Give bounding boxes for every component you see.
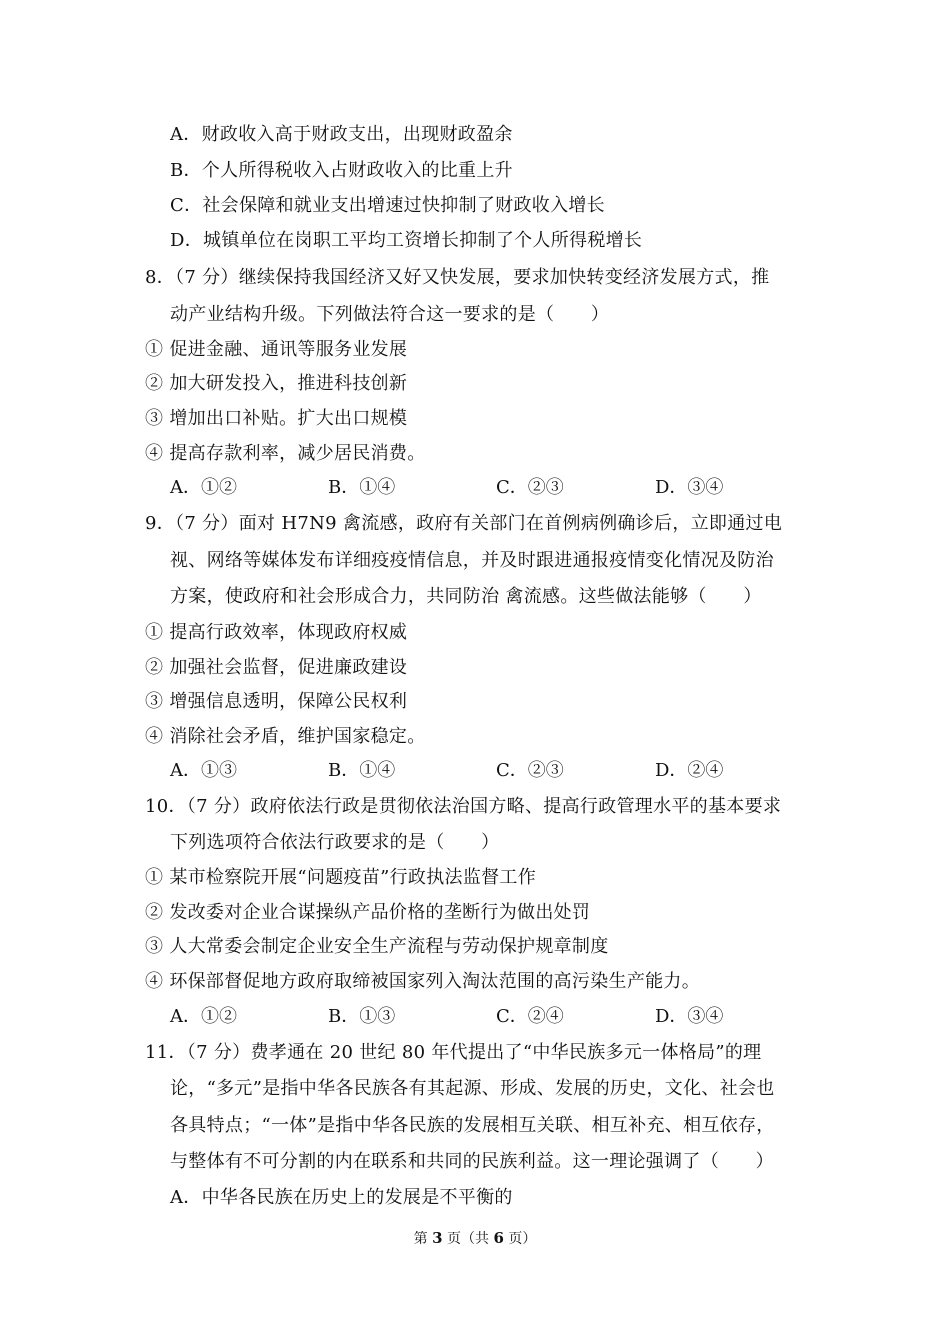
- q8-stem-line-1: 8．（7 分）继续保持我国经济又好又快发展，要求加快转变经济发展方式，推: [145, 267, 770, 288]
- q9-item-3: ③ 增强信息透明，保障公民权利: [145, 691, 408, 712]
- q10-choice-d: D．③④: [655, 1006, 724, 1027]
- q10-item-1: ① 某市检察院开展“问题疫苗”行政执法监督工作: [145, 867, 537, 888]
- q9-choice-d: D．②④: [655, 760, 724, 781]
- q8-choice-c: C．②③: [496, 477, 564, 498]
- q8-item-1: ① 促进金融、通讯等服务业发展: [145, 339, 408, 360]
- q11-stem-line-2: 论，“多元”是指中华各民族各有其起源、形成、发展的历史，文化、社会也: [170, 1078, 775, 1099]
- q9-choice-c: C．②③: [496, 760, 564, 781]
- q11-stem-line-4: 与整体有不可分割的内在联系和共同的民族利益。这一理论强调了（ ）: [170, 1151, 774, 1172]
- total-page-number: 6: [493, 1229, 504, 1247]
- q9-item-1: ① 提高行政效率，体现政府权威: [145, 622, 408, 643]
- q11-option-a: A．中华各民族在历史上的发展是不平衡的: [170, 1187, 513, 1208]
- q7-option-c: C．社会保障和就业支出增速过快抑制了财政收入增长: [170, 195, 605, 216]
- footer-suffix: 页）: [503, 1231, 537, 1247]
- q9-choice-a: A．①③: [170, 760, 237, 781]
- q10-item-2: ② 发改委对企业合谋操纵产品价格的垄断行为做出处罚: [145, 902, 591, 923]
- q10-choice-c: C．②④: [496, 1006, 564, 1027]
- footer-middle: 页（共: [442, 1231, 494, 1247]
- q8-item-3: ③ 增加出口补贴。扩大出口规模: [145, 408, 408, 429]
- q10-stem-line-2: 下列选项符合依法行政要求的是（ ）: [170, 832, 500, 853]
- q8-choice-d: D．③④: [655, 477, 724, 498]
- q8-stem-line-2: 动产业结构升级。下列做法符合这一要求的是（ ）: [170, 304, 610, 325]
- q7-option-d: D．城镇单位在岗职工平均工资增长抑制了个人所得税增长: [170, 230, 643, 251]
- q10-item-3: ③ 人大常委会制定企业安全生产流程与劳动保护规章制度: [145, 936, 609, 957]
- q10-stem-line-1: 10．（7 分）政府依法行政是贯彻依法治国方略、提高行政管理水平的基本要求: [145, 796, 782, 817]
- q8-item-2: ② 加大研发投入，推进科技创新: [145, 373, 408, 394]
- q10-choice-a: A．①②: [170, 1006, 237, 1027]
- q9-stem-line-3: 方案，使政府和社会形成合力，共同防治 禽流感。这些做法能够（ ）: [170, 586, 762, 607]
- page-footer: [0, 1228, 950, 1249]
- q11-stem-line-1: 11．（7 分）费孝通在 20 世纪 80 年代提出了“中华民族多元一体格局”的理: [145, 1042, 762, 1063]
- q10-choice-b: B．①③: [328, 1006, 396, 1027]
- q7-option-a: A．财政收入高于财政支出，出现财政盈余: [170, 124, 513, 145]
- footer-prefix: 第: [413, 1231, 433, 1247]
- q10-item-4: ④ 环保部督促地方政府取缔被国家列入淘汰范围的高污染生产能力。: [145, 971, 701, 992]
- q9-stem-line-2: 视、网络等媒体发布详细疫疫情信息，并及时跟进通报疫情变化情况及防治: [170, 550, 774, 571]
- q8-item-4: ④ 提高存款利率，减少居民消费。: [145, 443, 426, 464]
- q8-choice-a: A．①②: [170, 477, 237, 498]
- q8-choice-b: B．①④: [328, 477, 396, 498]
- q7-option-b: B．个人所得税收入占财政收入的比重上升: [170, 160, 513, 181]
- q9-item-4: ④ 消除社会矛盾，维护国家稳定。: [145, 726, 426, 747]
- q9-item-2: ② 加强社会监督，促进廉政建设: [145, 657, 408, 678]
- q9-stem-line-1: 9．（7 分）面对 H7N9 禽流感，政府有关部门在首例病例确诊后，立即通过电: [145, 513, 783, 534]
- current-page-number: 3: [432, 1229, 443, 1247]
- q9-choice-b: B．①④: [328, 760, 396, 781]
- q11-stem-line-3: 各具特点；“一体”是指中华各民族的发展相互关联、相互补充、相互依存，: [170, 1115, 775, 1136]
